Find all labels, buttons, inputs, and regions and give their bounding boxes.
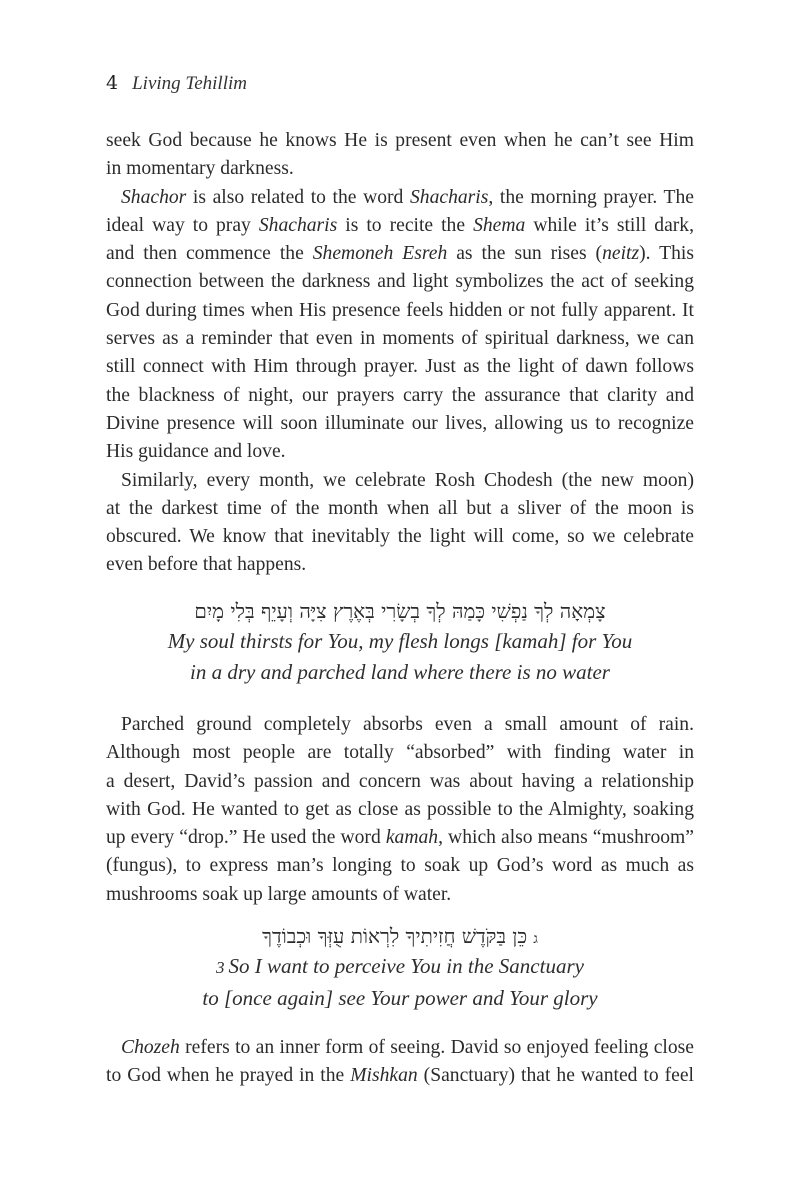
text-line <box>106 184 694 212</box>
text-run: refers to an inner form of seeing. David so enjoyed feeling close <box>179 1037 694 1058</box>
verse-quote-1 <box>106 596 694 688</box>
hebrew-verse-number: ג <box>533 931 538 947</box>
hebrew-verse <box>106 921 694 951</box>
text-line: seek God because he knows He is present even when he can’t see Him <box>106 130 694 151</box>
italic-term: Mishkan <box>350 1065 418 1087</box>
text-line: obscured. We know that inevitably the light will come, so we celebrate <box>106 526 694 548</box>
text-run: to God when he prayed in the <box>106 1065 351 1087</box>
verse-translation-line: to [once again] see Your power and Your glory <box>202 986 598 1010</box>
text-line: Divine presence will soon illuminate our lives, allowing us to recognize <box>106 412 694 434</box>
text-line: at the darkest time of the month when all but a sliver of the moon is <box>106 497 694 519</box>
italic-term: kamah <box>385 827 439 849</box>
hebrew-verse: צָמְאָה לְךָ נַפְשִׁי כָּמַהּ לְךָ בְשָׂרִי בְּאֶרֶץ צִיָּה וְעָיֵף בְּלִי מָיִם <box>194 599 606 623</box>
text-line: God during times when His presence feels hidden or not fully apparent. It <box>106 299 694 321</box>
text-line <box>106 1062 694 1090</box>
italic-term: Shacharis <box>258 214 338 236</box>
text-line: Parched ground completely absorbs even a small amount of rain. <box>121 714 694 735</box>
text-line: connection between the darkness and light symbolizes the act of seeking <box>106 271 694 293</box>
italic-term: neitz <box>602 243 640 265</box>
text-line <box>106 212 694 240</box>
italic-term: Shacharis <box>409 186 489 208</box>
verse-translation-line: in a dry and parched land where there is no water <box>190 660 610 684</box>
text-run: while it’s still dark, <box>525 214 694 236</box>
body-text-block-2 <box>106 711 694 909</box>
italic-term: Shachor <box>121 186 187 208</box>
text-line: with God. He wanted to get as close as possible to the Almighty, soaking <box>106 798 694 820</box>
italic-term: Shemoneh Esreh <box>312 243 448 265</box>
text-line: His guidance and love. <box>106 441 286 463</box>
text-line: the blackness of night, our prayers carry the assurance that clarity and <box>106 384 694 406</box>
text-run: up every “drop.” He used the word <box>106 827 386 849</box>
body-text-block-1 <box>106 127 694 580</box>
text-run: So I want to perceive You in the Sanctuary <box>228 954 584 978</box>
text-line: in momentary darkness. <box>106 158 294 180</box>
text-line: Although most people are totally “absorbed” with finding water in <box>106 742 694 764</box>
running-title: Living Tehillim <box>132 73 247 94</box>
text-run: is also related to the word <box>186 186 410 208</box>
text-line: Similarly, every month, we celebrate Rosh Chodesh (the new moon) <box>121 469 694 491</box>
italic-term: Chozeh <box>121 1037 180 1058</box>
text-line: (fungus), to express man’s longing to soak up God’s word as much as <box>106 855 694 877</box>
running-header <box>106 72 247 98</box>
text-run: , the morning prayer. The <box>488 186 694 208</box>
text-line: even before that happens. <box>106 554 307 576</box>
text-run: , which also means “mushroom” <box>438 827 694 849</box>
text-run: and then commence the <box>106 243 313 265</box>
verse-translation-line: My soul thirsts for You, my flesh longs [kamah] for You <box>167 629 633 653</box>
text-line: still connect with Him through prayer. Just as the light of dawn follows <box>106 356 694 378</box>
text-line: mushrooms soak up large amounts of water. <box>106 883 452 905</box>
text-line: serves as a reminder that even in moments of spiritual darkness, we can <box>106 328 694 350</box>
text-line <box>106 824 694 852</box>
text-line <box>106 240 694 268</box>
text-run: ). This <box>639 243 694 265</box>
hebrew-verse-text: כֵּן בַּקֹּדֶשׁ חֲזִיתִיךָ לִרְאוֹת עֻזְּךָ וּכְבוֹדֶךָ <box>262 924 528 948</box>
text-run: as the sun rises ( <box>447 243 603 265</box>
verse-translation-line <box>106 951 694 983</box>
body-text-block-3 <box>106 1034 694 1091</box>
text-line <box>106 1034 694 1062</box>
verse-number: 3 <box>216 958 225 977</box>
text-run: (Sanctuary) that he wanted to feel <box>417 1065 694 1087</box>
text-run: is to recite the <box>337 214 474 236</box>
italic-term: Shema <box>473 214 526 236</box>
text-line: a desert, David’s passion and concern was about having a relationship <box>106 770 694 792</box>
page-number: 4 <box>106 72 119 94</box>
verse-quote-2 <box>106 921 694 1014</box>
text-run: ideal way to pray <box>106 214 259 236</box>
